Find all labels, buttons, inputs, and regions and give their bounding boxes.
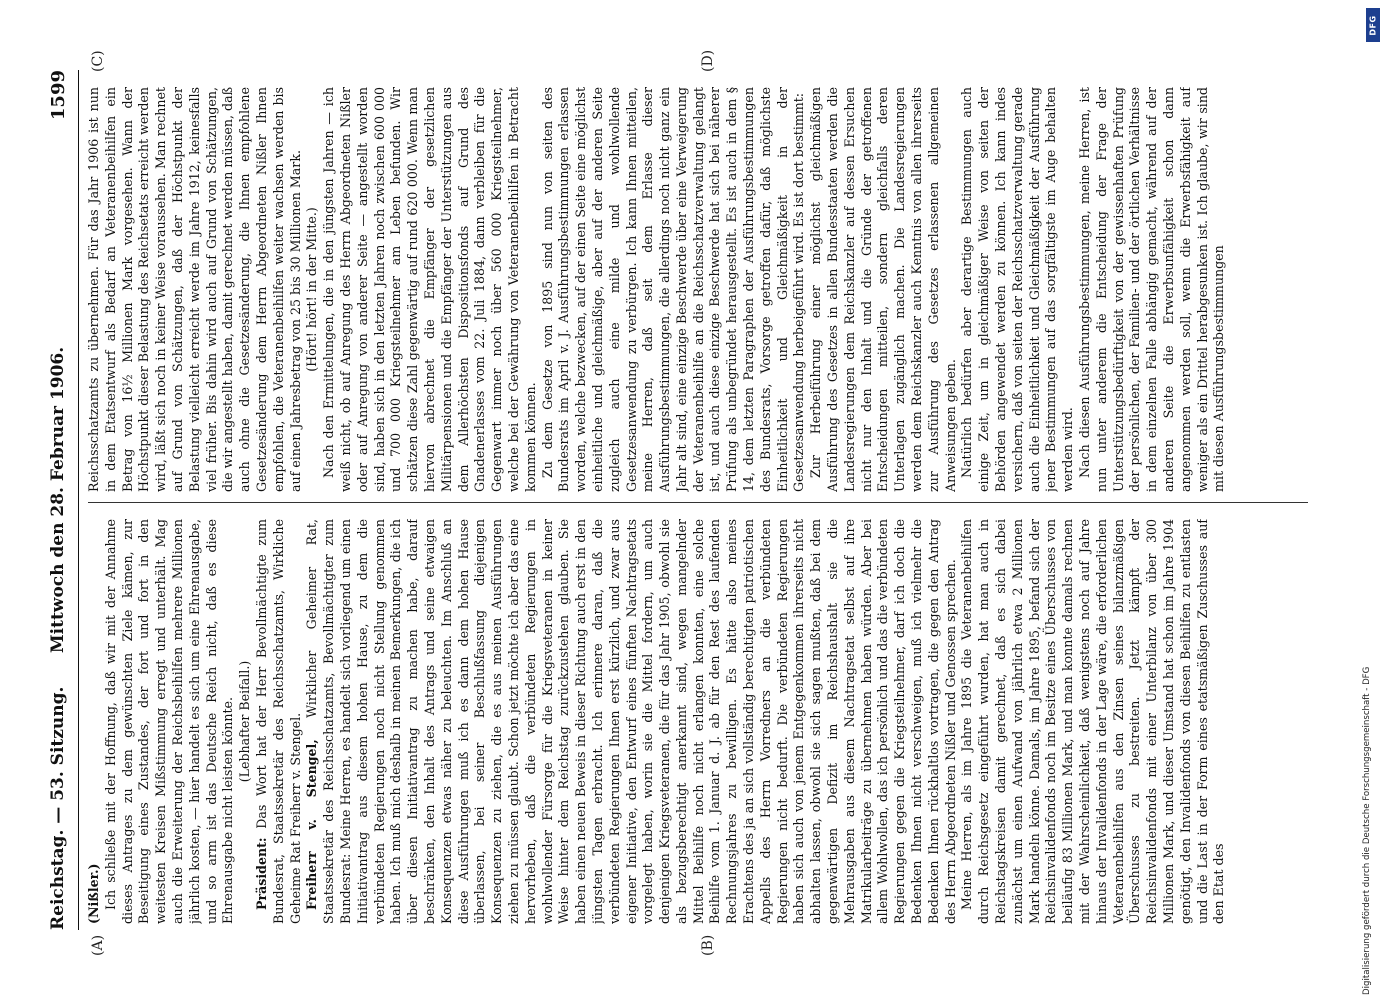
header-session: Reichstag. — 53. Sitzung. — [48, 686, 68, 930]
paragraph: Natürlich bedürfen aber derartige Bestimmungen auch einige Zeit, um in gleichmäßiger Weise von seiten der Behörden angewendet werden zu können. Ich kann indes versichern, daß von seiten der Reichsschatzverwaltung gerade auch die Einheitlichkeit und Gleichmäßigkeit der Ausführung jener Bestimmungen auf das sorgfältigste im Auge behalten werden wird. — [959, 87, 1076, 492]
paragraph: Präsident: Das Wort hat der Herr Bevollmächtigte zum Bundesrat, Staatssekretär des Reichsschatzamts, Wirkliche Geheime Rat Freiherr v. Stengel. — [253, 519, 303, 924]
paragraph: Ich schließe mit der Hoffnung, daß wir mit der Annahme dieses Antrages zu dem gewünschten Ziele kämen, zur Beseitigung eines Zustandes, der fort und fort in den weitesten Kreisen Mißstimmung erregt und unterhält. Mag auch die Erweiterung der Reichsbeihilfen mehrere Millionen jährlich kosten, — hier handelt es sich um eine Ehrenausgabe, und so arm ist das Deutsche Reich nicht, daß es diese Ehrenausgabe nicht leisten könnte. — [102, 519, 236, 924]
speaker-name: Freiherr v. Stengel, — [304, 739, 320, 910]
margin-marker-d: (D) — [700, 49, 716, 72]
speaker-name: Präsident: — [253, 837, 269, 910]
text-column-right — [86, 87, 1311, 492]
paragraph: Nach den Ermittelungen, die in den jüngsten Jahren — ich weiß nicht, ob auf Anregung des Herrn Abgeordneten Nißler oder auf Anregung von anderer Seite — angestellt worden sind, haben sich in den letzten Jahren noch zwischen 600 000 und 700 000 Kriegsteilnehmer am Leben befunden. Wir schätzen diese Zahl gegenwärtig auf rund 620 000. Wenn man hiervon abrechnet die Empfänger der gesetzlichen Militärpensionen und die Empfänger der Unterstützungen aus dem Allerhöchsten Dispositionsfonds auf Grund des Gnadenerlasses vom 22. Juli 1884, dann verbleiben für die Gegenwart immer noch über 560 000 Kriegsteilnehmer, welche bei der Gewährung von Veteranenbeihilfen in Betracht kommen können. — [321, 87, 538, 492]
reaction: (Hört! hört! in der Mitte.) — [304, 207, 320, 372]
text-column-left — [86, 519, 1311, 924]
paragraph: Reichsschatzamts zu übernehmen. Für das Jahr 1906 ist nun in dem Etatsentwurf als Bedarf an Veteranenbeihilfen ein Betrag von 16½ Millionen Mark vorgesehen. Wann der Höchstpunkt dieser Belastung des Reichsetats erreicht werden wird, läßt sich noch in keiner Weise voraussehen. Man rechnet auf Grund von Schätzungen, daß der Höchstpunkt der Belastung vielleicht erreicht werde im Jahre 1912, keinesfalls viel früher. Bis dahin wird auch auf Grund von Schätzungen, die wir angestellt haben, damit gerechnet werden müssen, daß auch ohne die Gesetzesänderung, die Ihnen empfohlene Gesetzesänderung dem Herrn Abgeordneten Nißler Ihnen empfohlen, die Veteranenbeihilfen weiter wachsen werden bis auf einen Jahresbetrag von 25 bis 30 Millionen Mark. — [86, 87, 303, 492]
reaction: (Lebhafter Beifall.) — [237, 660, 253, 783]
quoted-paragraph: Zur Herbeiführung einer möglichst gleichmäßigen Ausführung des Gesetzes in allen Bundesstaaten werden die Landesregierungen dem Reichskanzler auf dessen Ersuchen nicht nur den Inhalt und die Gründe der getroffenen Entscheidungen mitteilen, sondern gleichfalls deren Unterlagen zugänglich machen. Die Landesregierungen werden dem Reichskanzler auch Kenntnis von allen ihrerseits zur Ausführung des Gesetzes erlassenen allgemeinen Anweisungen geben. — [808, 87, 958, 492]
column-divider — [88, 502, 1308, 503]
dfg-logo: DFG — [1366, 8, 1380, 42]
page-header — [48, 70, 76, 930]
paragraph: Freiherr v. Stengel, Wirklicher Geheimer Rat, Staatssekretär des Reichsschatzamts, Bevollmächtigter zum Bundesrat: Meine Herren, es handelt sich vorliegend um einen Initiativantrag aus diesem hohen Hause, zu dem die verbündeten Regierungen noch nicht Stellung genommen haben. Ich muß mich deshalb in meinen Bemerkungen, die ich über diesen Initiativantrag zu machen habe, darauf beschränken, den Inhalt des Antrags und seine etwaigen Konsequenzen etwas näher zu beleuchten. Im Anschluß an diese Ausführungen muß ich es dann dem hohen Hause überlassen, bei seiner Beschlußfassung diejenigen Konsequenzen zu ziehen, die es aus meinen Ausführungen ziehen zu müssen glaubt. Schon jetzt möchte ich aber das eine hervorheben, daß die verbündeten Regierungen in wohlwollender Fürsorge für die Kriegsveteranen in keiner Weise hinter dem Reichstag zurückzustehen glauben. Sie haben einen neuen Beweis in dieser Richtung auch erst in den jüngsten Tagen erbracht. Ich erinnere daran, daß die verbündeten Regierungen Ihnen erst kürzlich, und zwar aus eigener Initiative, den Entwurf eines fünften Nachtragsetats vorgelegt haben, worin sie die Mittel fordern, um auch denjenigen Kriegsveteranen, die für das Jahr 1905, obwohl sie als bezugsberechtigt anerkannt sind, wegen mangelnder Mittel Beihilfe noch nicht erlangen konnten, eine solche Beihilfe vom 1. Januar d. J. ab für den Rest des laufenden Rechnungsjahres zu bewilligen. Es hätte also meines Erachtens des ja an sich vollständig berechtigten patriotischen Appells des Herrn Vorredners an die verbündeten Regierungen nicht bedurft. Die verbündeten Regierungen haben sich auch von jenem Entgegenkommen ihrerseits nicht abhalten lassen, obwohl sie sich sagen mußten, daß bei dem gegenwärtigen Defizit im Reichshaushalt sie die Mehrausgaben aus diesem Nachtragsetat selbst auf ihre Matrikularbeiträge zu übernehmen haben würden. Aber bei allem Wohlwollen, das ich persönlich und das die verbündeten Regierungen gegen die Kriegsteilnehmer, darf ich doch die Bedenken Ihnen nicht verschweigen, muß ich vielmehr die Bedenken Ihnen rückhaltlos vortragen, die gegen den Antrag des Herrn Abgeordneten Nißler und Genossen sprechen. — [304, 519, 958, 924]
speaker-note: (Nißler.) — [86, 863, 101, 924]
margin-marker-c: (C) — [90, 50, 106, 72]
margin-marker-b: (B) — [700, 934, 716, 956]
header-rule — [78, 70, 79, 930]
paragraph: Meine Herren, als im Jahre 1895 die Veteranenbeihilfen durch Reichsgesetz eingeführt wurden, hat man auch in Reichstagskreisen damit gerechnet, daß es sich dabei zunächst um einen Aufwand von jährlich etwa 2 Millionen Mark handeln könne. Damals, im Jahre 1895, befand sich der Reichsinvalidenfonds noch im Besitze eines Überschusses von beiläufig 83 Millionen Mark, und man konnte damals rechnen mit der Wahrscheinlichkeit, daß wenigstens noch auf Jahre hinaus der Invalidenfonds in der Lage wäre, die erforderlichen Veteranenbeihilfen aus den Zinsen seines bilanzmäßigen Überschusses zu bestreiten. Jetzt kämpft der Reichsinvalidenfonds mit einer Unterbilanz von über 300 Millionen Mark, und dieser Umstand hat schon im Jahre 1904 genötigt, den Invalidenfonds von diesen Beihilfen zu entlasten und die Last in der Form eines etatsmäßigen Zuschusses auf den Etat des — [959, 519, 1227, 924]
margin-marker-a: (A) — [90, 934, 106, 956]
paragraph: Nach diesen Ausführungsbestimmungen, meine Herren, ist nun unter anderem die Entscheidung der Frage der Unterstützungsbedürftigkeit von der gewissenhaften Prüfung der persönlichen, der Familien- und der örtlichen Verhältnisse in dem einzelnen Falle abhängig gemacht, während auf der anderen Seite die Erwerbsunfähigkeit schon dann angenommen werden soll, wenn die Erwerbsfähigkeit auf weniger als ein Drittel herabgesunken ist. Ich glaube, wir sind mit diesen Ausführungsbestimmungen — [1077, 87, 1227, 492]
paragraph: Zu dem Gesetze von 1895 sind nun von seiten des Bundesrats im April v. J. Ausführungsbestimmungen erlassen worden, welche bezwecken, auf der einen Seite eine möglichst einheitliche und gleichmäßige, aber auf der anderen Seite zugleich auch eine milde und wohlwollende Gesetzesanwendung zu verbürgen. Ich kann Ihnen mitteilen, meine Herren, daß seit dem Erlasse dieser Ausführungsbestimmungen, die allerdings noch nicht ganz ein Jahr alt sind, eine einzige Beschwerde über eine Verweigerung der Veteranenbeihilfe an die Reichsschatzverwaltung gelangt ist, und auch diese einzige Beschwerde hat sich bei näherer Prüfung als unbegründet herausgestellt. Es ist auch in dem § 14, dem letzten Paragraphen der Ausführungsbestimmungen des Bundesrats, Vorsorge getroffen dafür, daß möglichste Einheitlichkeit und Gleichmäßigkeit in der Gesetzesanwendung herbeigeführt wird. Es ist dort bestimmt: — [539, 87, 807, 492]
digitization-credit: Digitalisierung gefördert durch die Deutsche Forschungsgemeinschaft - DFG — [1362, 666, 1372, 995]
header-date: Mittwoch den 28. Februar 1906. — [48, 346, 68, 654]
page-number: 1599 — [48, 70, 69, 121]
